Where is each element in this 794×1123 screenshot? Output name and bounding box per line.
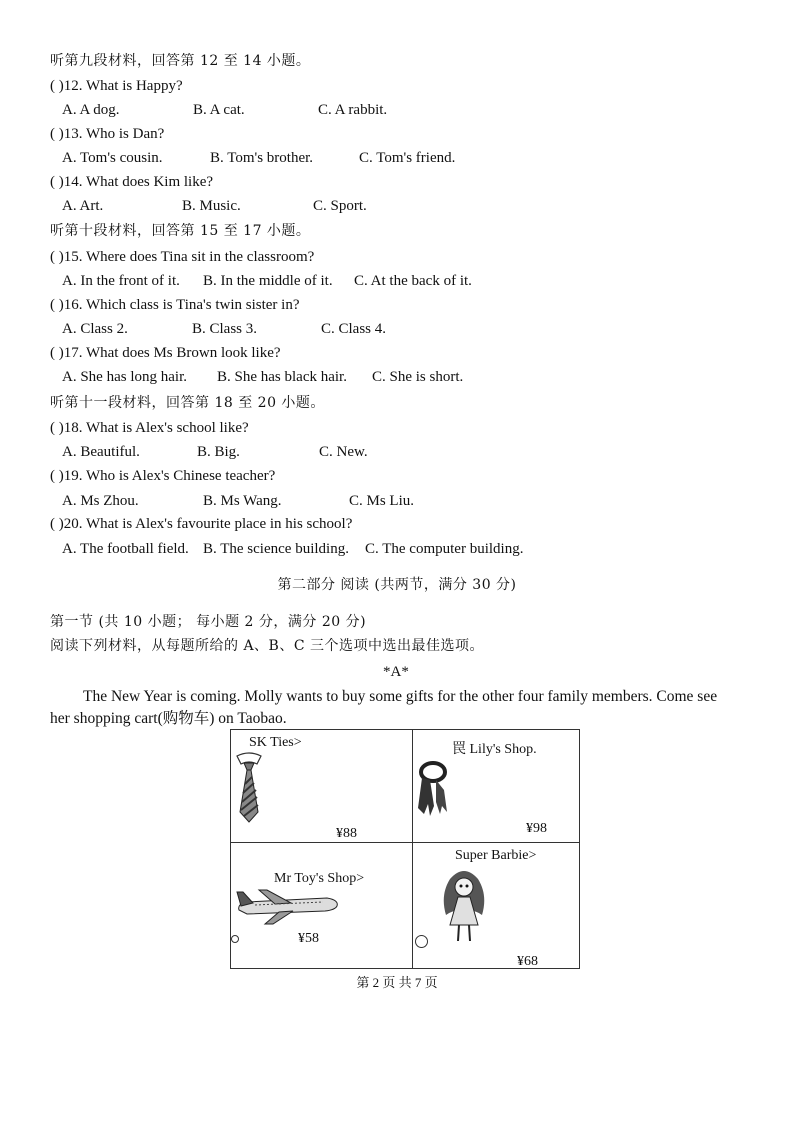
question-17: ( )17. What does Ms Brown look like? xyxy=(50,345,281,361)
airplane-icon xyxy=(235,886,341,926)
option-a[interactable]: A. Tom's cousin. xyxy=(62,150,163,166)
option-c[interactable]: C. At the back of it. xyxy=(354,273,472,289)
section-heading-10: 听第十段材料，回答第 15 至 17 小题。 xyxy=(50,223,311,239)
question-18: ( )18. What is Alex's school like? xyxy=(50,420,249,436)
options-13 xyxy=(62,149,455,167)
price: ¥98 xyxy=(526,821,547,836)
option-a[interactable]: A. In the front of it. xyxy=(62,273,180,289)
option-a[interactable]: A. She has long hair. xyxy=(62,369,187,385)
shop-name[interactable]: 罠 Lily's Shop. xyxy=(452,742,537,757)
option-b[interactable]: B. Class 3. xyxy=(192,321,258,337)
option-b[interactable]: B. The science building. xyxy=(203,541,349,557)
select-radio[interactable] xyxy=(415,935,428,948)
option-b[interactable]: B. Music. xyxy=(182,198,241,214)
option-a[interactable]: A. The football field. xyxy=(62,541,189,557)
shopping-cart-table xyxy=(230,729,580,969)
option-b[interactable]: B. A cat. xyxy=(193,102,245,118)
doll-icon xyxy=(434,865,494,945)
option-a[interactable]: A. Class 2. xyxy=(62,321,128,337)
question-20: ( )20. What is Alex's favourite place in his school? xyxy=(50,516,353,532)
select-radio[interactable] xyxy=(231,935,239,943)
shop-name[interactable]: Mr Toy's Shop> xyxy=(274,871,365,886)
option-c[interactable]: C. New. xyxy=(319,444,368,460)
option-c[interactable]: C. Sport. xyxy=(313,198,367,214)
option-a[interactable]: A. Beautiful. xyxy=(62,444,140,460)
option-a[interactable]: A. Art. xyxy=(62,198,104,214)
option-c[interactable]: C. Ms Liu. xyxy=(349,493,415,509)
option-b[interactable]: B. Tom's brother. xyxy=(210,150,314,166)
passage-label: *A* xyxy=(383,664,409,680)
options-16 xyxy=(62,320,386,338)
question-13: ( )13. Who is Dan? xyxy=(50,126,165,142)
option-b[interactable]: B. Ms Wang. xyxy=(203,493,282,509)
options-18 xyxy=(62,443,368,461)
question-19: ( )19. Who is Alex's Chinese teacher? xyxy=(50,468,276,484)
options-19 xyxy=(62,492,414,510)
option-b[interactable]: B. In the middle of it. xyxy=(203,273,333,289)
price: ¥88 xyxy=(336,826,357,841)
options-12 xyxy=(62,101,387,119)
question-16: ( )16. Which class is Tina's twin sister in? xyxy=(50,297,300,313)
section-1-heading: 第一节 (共 10 小题； 每小题 2 分，满分 20 分) xyxy=(50,614,367,630)
option-c[interactable]: C. Tom's friend. xyxy=(359,150,456,166)
question-15: ( )15. Where does Tina sit in the classroom? xyxy=(50,249,315,265)
options-20 xyxy=(62,540,523,558)
option-a[interactable]: A. A dog. xyxy=(62,102,120,118)
option-c[interactable]: C. She is short. xyxy=(372,369,464,385)
section-heading-9: 听第九段材料，回答第 12 至 14 小题。 xyxy=(50,53,311,69)
tie-icon xyxy=(231,750,267,826)
table-divider-horizontal xyxy=(231,842,579,843)
option-c[interactable]: C. A rabbit. xyxy=(318,102,388,118)
scarf-icon xyxy=(416,760,450,818)
instruction-text: 阅读下列材料，从每题所给的 A、B、C 三个选项中选出最佳选项。 xyxy=(50,638,485,654)
option-c[interactable]: C. Class 4. xyxy=(321,321,387,337)
passage-intro-line-1: The New Year is coming. Molly wants to buy some gifts for the other four family members. Come see xyxy=(83,688,718,705)
options-14 xyxy=(62,197,367,215)
question-14: ( )14. What does Kim like? xyxy=(50,174,214,190)
table-divider-vertical xyxy=(412,730,413,968)
section-heading-11: 听第十一段材料，回答第 18 至 20 小题。 xyxy=(50,395,325,411)
passage-intro-line-2: her shopping cart(购物车) on Taobao. xyxy=(50,710,287,727)
price: ¥68 xyxy=(517,954,538,969)
part-2-title: 第二部分 阅读 (共两节，满分 30 分) xyxy=(277,577,517,593)
question-12: ( )12. What is Happy? xyxy=(50,78,183,94)
page-number: 第 2 页 共 7 页 xyxy=(356,975,438,990)
options-15 xyxy=(62,272,472,290)
options-17 xyxy=(62,368,463,386)
shop-name[interactable]: Super Barbie> xyxy=(455,848,537,863)
shop-name[interactable]: SK Ties> xyxy=(249,735,302,750)
option-b[interactable]: B. She has black hair. xyxy=(217,369,347,385)
option-a[interactable]: A. Ms Zhou. xyxy=(62,493,139,509)
price: ¥58 xyxy=(298,931,319,946)
option-b[interactable]: B. Big. xyxy=(197,444,240,460)
option-c[interactable]: C. The computer building. xyxy=(365,541,524,557)
